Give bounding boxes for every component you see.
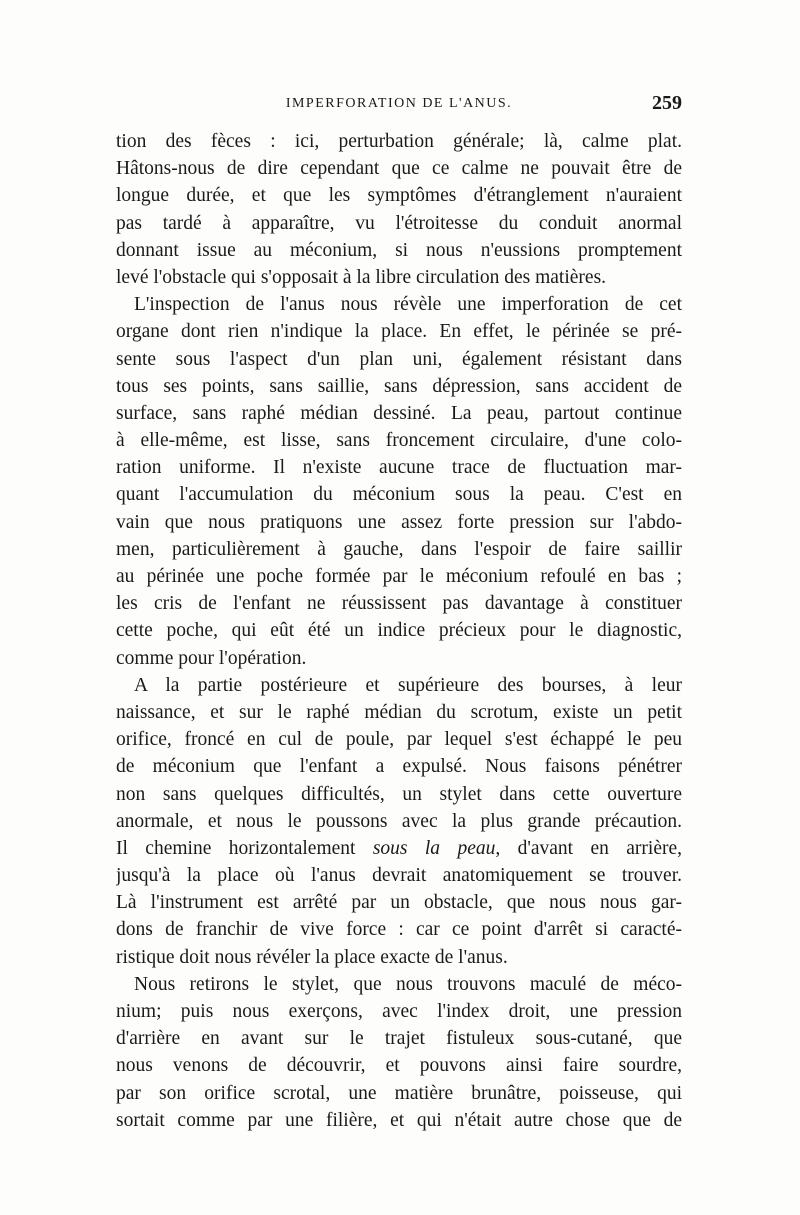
text-line: men, particulièrement à gauche, dans l'espoir de faire saillir: [116, 538, 682, 560]
text-line: d'arrière en avant sur le trajet fistuleux sous-cutané, que: [116, 1028, 682, 1050]
text-line: non sans quelques difficultés, un stylet dans cette ouverture: [116, 783, 682, 805]
text-line: les cris de l'enfant ne réussissent pas davantage à constituer: [116, 593, 682, 615]
text-line: nium; puis nous exerçons, avec l'index droit, une pression: [116, 1001, 682, 1022]
text-line: jusqu'à la place où l'anus devrait anatomiquement se trouver.: [116, 865, 682, 887]
text-line: pas tardé à apparaître, vu l'étroitesse du conduit anormal: [116, 212, 682, 234]
text-line: Là l'instrument est arrêté par un obstacle, que nous nous gar-: [116, 892, 682, 914]
text-line: A la partie postérieure et supérieure des bourses, à leur: [134, 674, 682, 696]
line-segment: , d'avant en arrière,: [495, 837, 682, 859]
text-line: comme pour l'opération.: [116, 647, 307, 669]
text-line: naissance, et sur le raphé médian du scrotum, existe un petit: [116, 701, 682, 723]
text-line: ration uniforme. Il n'existe aucune trace de fluctuation mar-: [116, 457, 682, 479]
text-line: tion des fèces : ici, perturbation générale; là, calme plat.: [116, 131, 682, 152]
line-segment: Il chemine horizontalement: [116, 837, 373, 859]
running-title: IMPERFORATION DE L'ANUS.: [285, 96, 513, 111]
text-line: à elle-même, est lisse, sans froncement circulaire, d'une colo-: [116, 430, 682, 452]
text-line: L'inspection de l'anus nous révèle une imperforation de cet: [134, 294, 682, 316]
text-line: organe dont rien n'indique la place. En effet, le périnée se pré-: [116, 321, 682, 343]
text-line: nous venons de découvrir, et pouvons ainsi faire sourdre,: [116, 1055, 682, 1077]
text-line: Hâtons-nous de dire cependant que ce calme ne pouvait être de: [116, 158, 682, 180]
text-line-with-italic: [116, 835, 682, 862]
text-line: vain que nous pratiquons une assez forte pression sur l'abdo-: [116, 511, 682, 533]
text-line: ristique doit nous révéler la place exacte de l'anus.: [116, 946, 508, 968]
text-line: Nous retirons le stylet, que nous trouvons maculé de méco-: [134, 973, 682, 995]
text-line: surface, sans raphé médian dessiné. La peau, partout continue: [116, 402, 682, 424]
text-line: par son orifice scrotal, une matière brunâtre, poisseuse, qui: [116, 1082, 682, 1104]
text-line: sortait comme par une filière, et qui n'était autre chose que de: [116, 1109, 682, 1131]
text-line: longue durée, et que les symptômes d'étranglement n'auraient: [116, 185, 682, 207]
text-line: au périnée une poche formée par le méconium refoulé en bas ;: [116, 566, 682, 587]
body-text: [116, 128, 682, 1134]
text-line: quant l'accumulation du méconium sous la peau. C'est en: [116, 484, 682, 506]
running-head: [116, 92, 682, 122]
text-line: anormale, et nous le poussons avec la plus grande précaution.: [116, 810, 682, 832]
text-line: cette poche, qui eût été un indice précieux pour le diagnostic,: [116, 620, 682, 642]
text-line: de méconium que l'enfant a expulsé. Nous faisons pénétrer: [116, 756, 682, 778]
page-number: 259: [652, 92, 682, 114]
text-line: sente sous l'aspect d'un plan uni, également résistant dans: [116, 348, 682, 370]
italic-phrase: sous la peau: [372, 837, 496, 859]
text-line: levé l'obstacle qui s'opposait à la libre circulation des matières.: [116, 266, 607, 288]
text-line: dons de franchir de vive force : car ce point d'arrêt si caracté-: [116, 919, 682, 941]
text-line: orifice, froncé en cul de poule, par lequel s'est échappé le peu: [116, 729, 682, 751]
text-line: donnant issue au méconium, si nous n'eussions promptement: [116, 239, 682, 261]
text-line: tous ses points, sans saillie, sans dépression, sans accident de: [116, 375, 682, 397]
